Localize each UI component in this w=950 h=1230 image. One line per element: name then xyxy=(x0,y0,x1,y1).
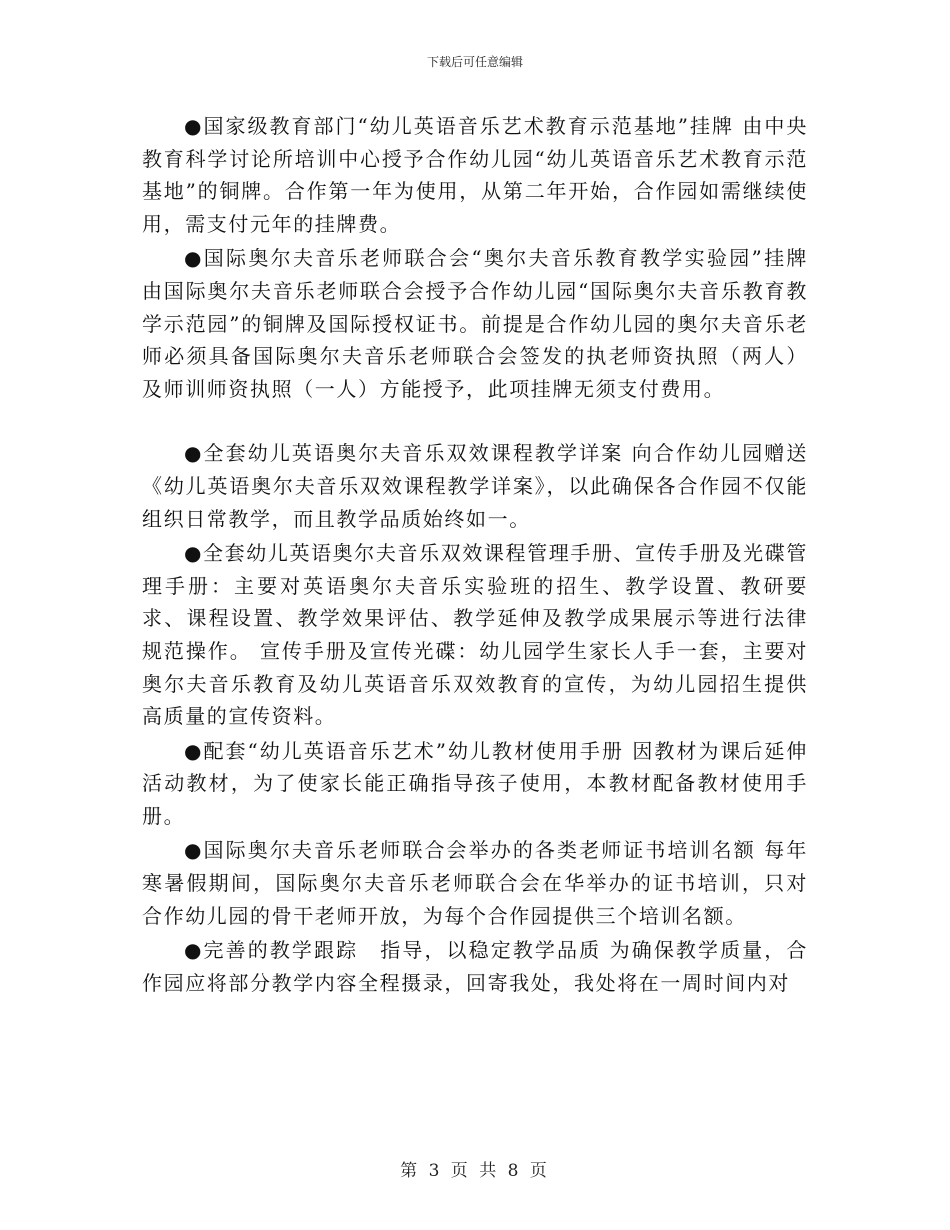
paragraph-training-quota: ●国际奥尔夫音乐老师联合会举办的各类老师证书培训名额 每年寒暑假期间，国际奥尔夫音乐老师联合会在华举办的证书培训，只对合作幼儿园的骨干老师开放，为每个合作园提供三个培训名额。 xyxy=(142,838,808,928)
paragraph-demo-base-plaque: ●国家级教育部门“幼儿英语音乐艺术教育示范基地”挂牌 由中央教育科学讨论所培训中心授予合作幼儿园“幼儿英语音乐艺术教育示范基地”的铜牌。合作第一年为使用，从第二年开始，合作园如需继续使用，需支付元年的挂牌费。 xyxy=(142,114,808,236)
paragraph-orff-experimental-plaque: ●国际奥尔夫音乐老师联合会“奥尔夫音乐教育教学实验园”挂牌 由国际奥尔夫音乐老师联合会授予合作幼儿园“国际奥尔夫音乐教育教学示范园”的铜牌及国际授权证书。前提是合作幼儿园的奥尔夫音乐老师必须具备国际奥尔夫音乐老师联合会签发的执老师资执照（两人）及师训师资执照（一人）方能授予，此项挂牌无须支付费用。 xyxy=(142,246,808,401)
paragraph-management-manual: ●全套幼儿英语奥尔夫音乐双效课程管理手册、宣传手册及光碟管理手册：主要对英语奥尔夫音乐实验班的招生、教学设置、教研要求、课程设置、教学效果评估、教学延伸及教学成果展示等进行法律规范操作。 宣传手册及宣传光碟：幼儿园学生家长人手一套，主要对奥尔夫音乐教育及幼儿英语音乐双效教育的宣传，为幼儿园招生提供高质量的宣传资料。 xyxy=(142,541,808,729)
document-body xyxy=(142,110,808,999)
paragraph-textbook-manual: ●配套“幼儿英语音乐艺术”幼儿教材使用手册 因教材为课后延伸活动教材，为了使家长能正确指导孩子使用，本教材配备教材使用手册。 xyxy=(142,738,808,828)
paragraph-lesson-plans: ●全套幼儿英语奥尔夫音乐双效课程教学详案 向合作幼儿园赠送《幼儿英语奥尔夫音乐双效课程教学详案》，以此确保各合作园不仅能组织日常教学，而且教学品质始终如一。 xyxy=(142,441,808,531)
paragraph-teaching-tracking: ●完善的教学跟踪 指导，以稳定教学品质 为确保教学质量，合作园应将部分教学内容全程摄录，回寄我处，我处将在一周时间内对 xyxy=(142,938,808,995)
page-header: 下载后可任意编辑 xyxy=(426,55,523,69)
page-number: 第 3 页 共 8 页 xyxy=(400,1161,550,1181)
